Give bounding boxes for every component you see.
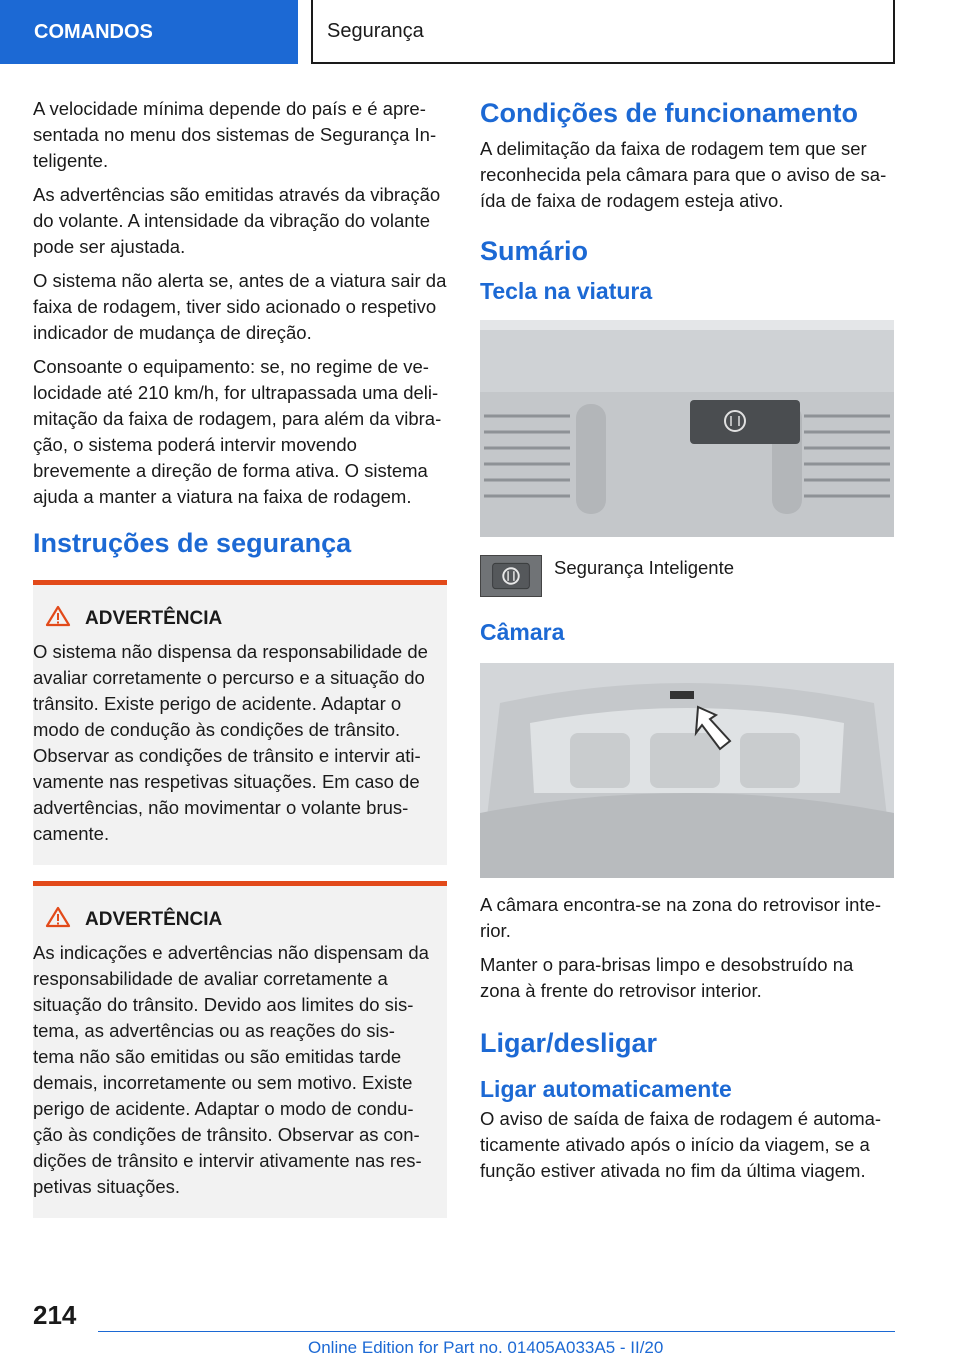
paragraph: Manter o para-brisas limpo e desobstruído na zona à frente do retrovisor interior. <box>480 954 854 1001</box>
edition-note: Online Edition for Part no. 01405A033A5 - II/20 <box>308 1338 664 1357</box>
subsection-heading: Câmara <box>480 619 565 645</box>
warning-title: ADVERTÊNCIA <box>85 909 223 930</box>
paragraph: A delimitação da faixa de rodagem tem que ser reconhecida pela câmara para que o aviso de sa-ída de faixa de rodagem esteja ativo. <box>480 138 887 211</box>
right-column <box>480 96 894 1192</box>
lane-assist-button-icon <box>480 555 542 597</box>
warning-box <box>33 881 447 1218</box>
camera-location-illustration <box>480 663 894 878</box>
left-column <box>33 96 447 1218</box>
paragraph: As advertências são emitidas através da vibração do volante. A intensidade da vibração do volante pode ser ajustada. <box>33 184 441 257</box>
warning-triangle-icon <box>45 906 71 934</box>
paragraph: O sistema não alerta se, antes de a viatura sair da faixa de rodagem, tiver sido acionado o respetivo indicador de mudança de direção. <box>33 270 447 343</box>
subsection-heading: Tecla na viatura <box>480 278 653 304</box>
section-heading: Instruções de segurança <box>33 528 352 558</box>
section-heading: Ligar/desligar <box>480 1028 658 1058</box>
warning-triangle-icon <box>45 605 71 633</box>
section-tab: COMANDOS <box>0 0 298 64</box>
subsection-heading: Ligar automaticamente <box>480 1076 732 1102</box>
paragraph: Consoante o equipamento: se, no regime de ve-locidade até 210 km/h, for ultrapassada uma deli-mitação da faixa de rodagem, para além da vibra-ção, o sistema poderá intervir movendo brevemente a direção de forma ativa. O sistema ajuda a manter a viatura na faixa de rodagem. <box>33 356 442 507</box>
warning-text: As indicações e advertências não dispensam da responsabilidade de avaliar corretamente a situação do trânsito. Devido aos limites do sis-tema, as advertências ou as reações do sis-tema não são emitidas ou são emitidas tarde demais, incorretamente ou sem motivo. Existe perigo de acidente. Adaptar o modo de condu-ção às condições de trânsito. Observar as con-dições de trânsito e intervir ativamente nas res-petivas situações. <box>33 942 429 1197</box>
paragraph: O aviso de saída de faixa de rodagem é automa-ticamente ativado após o início da viagem, se a função estiver ativada no fim da última viagem. <box>480 1108 882 1181</box>
section-heading: Sumário <box>480 236 589 266</box>
footer-divider <box>98 1331 895 1332</box>
warning-text: O sistema não dispensa da responsabilidade de avaliar corretamente o percurso e a situação do trânsito. Existe perigo de acidente. Adaptar o modo de condução às condições de trânsito. Observar as condições de trânsito e intervir ati-vamente nas respetivas situações. Em caso de advertências, não movimentar o volante brus-camente. <box>33 641 428 844</box>
button-caption: Segurança Inteligente <box>554 557 734 578</box>
warning-title: ADVERTÊNCIA <box>85 608 223 629</box>
section-heading: Condições de funcionamento <box>480 98 859 128</box>
warning-box <box>33 580 447 865</box>
paragraph: A velocidade mínima depende do país e é apre-sentada no menu dos sistemas de Segurança In-teligente. <box>33 98 437 171</box>
dashboard-button-illustration <box>480 320 894 537</box>
page-title: Segurança <box>311 0 895 64</box>
paragraph: A câmara encontra-se na zona do retrovisor inte-rior. <box>480 894 882 941</box>
page-number: 214 <box>33 1300 77 1330</box>
